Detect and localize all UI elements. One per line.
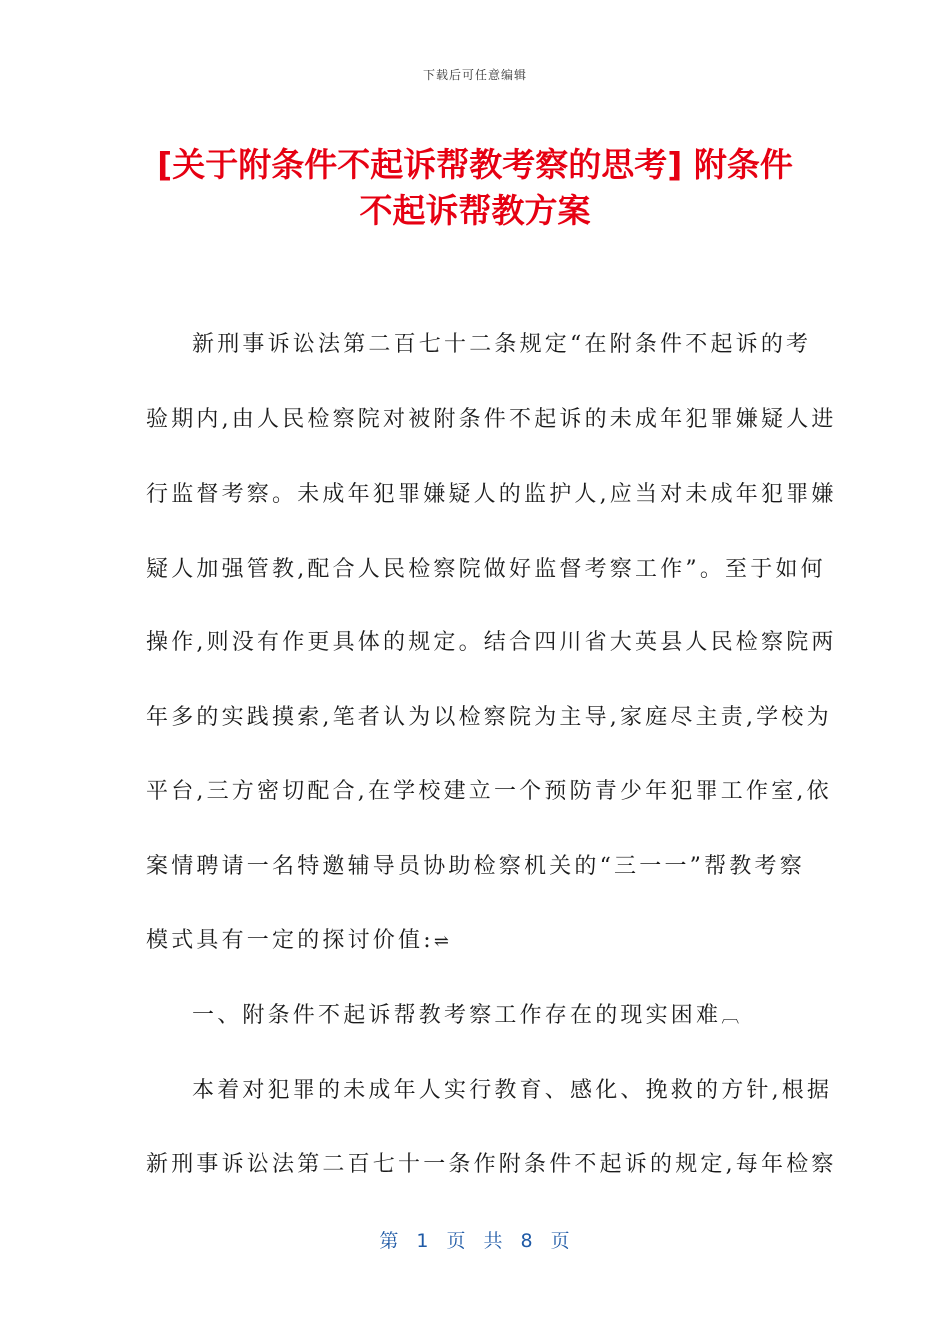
paragraph-line: 新刑事诉讼法第二百七十二条规定“在附条件不起诉的考 <box>192 332 812 357</box>
section-heading-text: 一、附条件不起诉帮教考察工作存在的现实困难 <box>192 1003 722 1028</box>
paragraph-line: 年多的实践摸索,笔者认为以检察院为主导,家庭尽主责,学校为 <box>146 705 832 730</box>
document-title <box>100 142 850 234</box>
paragraph-line-with-mark <box>146 926 449 957</box>
section-heading-line <box>146 1001 739 1032</box>
title-line-2: 不起诉帮教方案 <box>359 191 591 230</box>
colon-mark: ⇌ <box>433 931 449 952</box>
header-note: 下载后可任意编辑 <box>422 68 527 82</box>
paragraph-line: 操作,则没有作更具体的规定。结合四川省大英县人民检察院两 <box>146 630 837 655</box>
paragraph-line: 验期内,由人民检察院对被附条件不起诉的未成年犯罪嫌疑人进 <box>146 407 837 432</box>
paragraph-line: 案情聘请一名特邀辅导员协助检察机关的“三一一”帮教考察 <box>146 854 805 879</box>
heading-mark: ︹ <box>721 1006 740 1027</box>
paragraph-line: 疑人加强管教,配合人民检察院做好监督考察工作”。至于如何 <box>146 557 826 582</box>
page-footer: 第 1 页 共 8 页 <box>379 1230 571 1252</box>
paragraph-line: 新刑事诉讼法第二百七十一条作附条件不起诉的规定,每年检察 <box>146 1152 837 1177</box>
paragraph-line: 行监督考察。未成年犯罪嫌疑人的监护人,应当对未成年犯罪嫌 <box>146 482 837 507</box>
paragraph-line: 本着对犯罪的未成年人实行教育、感化、挽救的方针,根据 <box>192 1078 833 1103</box>
paragraph-line: 平台,三方密切配合,在学校建立一个预防青少年犯罪工作室,依 <box>146 779 832 804</box>
title-line-1: [关于附条件不起诉帮教考察的思考] 附条件 <box>157 145 793 184</box>
paragraph-line-text: 模式具有一定的探讨价值: <box>146 928 434 953</box>
